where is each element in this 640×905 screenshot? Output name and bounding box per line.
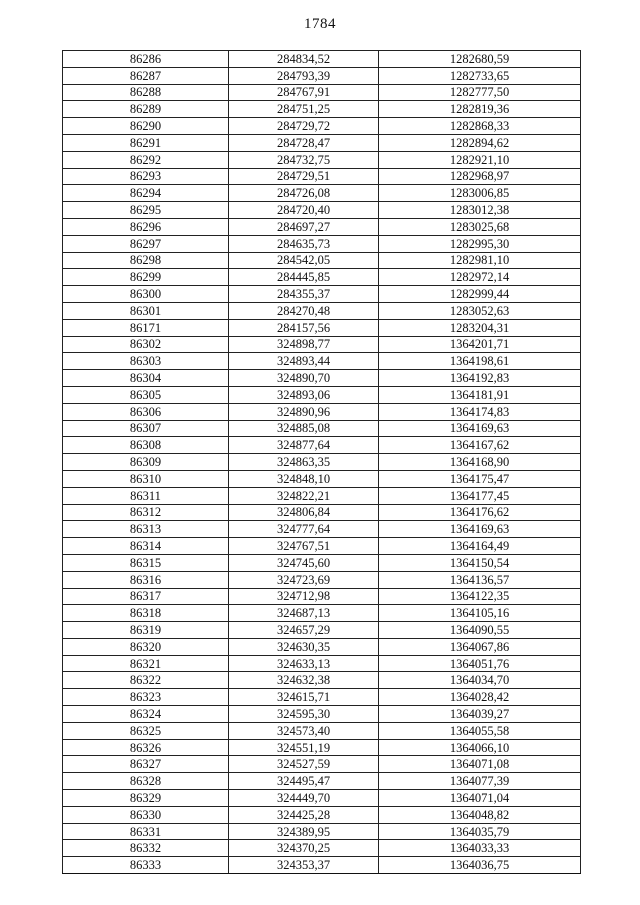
y-coordinate-cell: 1282733,65 [379,67,581,84]
x-coordinate-cell: 324389,95 [229,823,379,840]
y-coordinate-cell: 1364071,04 [379,790,581,807]
x-coordinate-cell: 284729,72 [229,118,379,135]
y-coordinate-cell: 1364039,27 [379,706,581,723]
y-coordinate-cell: 1282777,50 [379,84,581,101]
table-row [63,319,581,336]
point-number-cell: 86290 [63,118,229,135]
table-row [63,386,581,403]
point-number-cell: 86317 [63,588,229,605]
table-row [63,84,581,101]
x-coordinate-cell: 324595,30 [229,706,379,723]
table-row [63,689,581,706]
y-coordinate-cell: 1364055,58 [379,722,581,739]
x-coordinate-cell: 324822,21 [229,487,379,504]
table-row [63,554,581,571]
y-coordinate-cell: 1283012,38 [379,202,581,219]
point-number-cell: 86318 [63,605,229,622]
x-coordinate-cell: 324370,25 [229,840,379,857]
y-coordinate-cell: 1364181,91 [379,386,581,403]
point-number-cell: 86294 [63,185,229,202]
point-number-cell: 86298 [63,252,229,269]
table-row [63,286,581,303]
y-coordinate-cell: 1364198,61 [379,353,581,370]
y-coordinate-cell: 1364176,62 [379,504,581,521]
y-coordinate-cell: 1364090,55 [379,622,581,639]
point-number-cell: 86325 [63,722,229,739]
x-coordinate-cell: 284751,25 [229,101,379,118]
x-coordinate-cell: 284834,52 [229,51,379,68]
table-row [63,252,581,269]
point-number-cell: 86302 [63,336,229,353]
point-number-cell: 86312 [63,504,229,521]
table-row [63,773,581,790]
point-number-cell: 86327 [63,756,229,773]
x-coordinate-cell: 324890,96 [229,403,379,420]
x-coordinate-cell: 324633,13 [229,655,379,672]
table-row [63,756,581,773]
table-row [63,521,581,538]
point-number-cell: 86296 [63,218,229,235]
table-row [63,370,581,387]
y-coordinate-cell: 1364169,63 [379,420,581,437]
y-coordinate-cell: 1283204,31 [379,319,581,336]
point-number-cell: 86326 [63,739,229,756]
table-row [63,302,581,319]
point-number-cell: 86316 [63,571,229,588]
point-number-cell: 86308 [63,437,229,454]
point-number-cell: 86307 [63,420,229,437]
point-number-cell: 86322 [63,672,229,689]
table-row [63,437,581,454]
x-coordinate-cell: 324777,64 [229,521,379,538]
table-row [63,672,581,689]
point-number-cell: 86311 [63,487,229,504]
table-row [63,605,581,622]
y-coordinate-cell: 1282999,44 [379,286,581,303]
point-number-cell: 86306 [63,403,229,420]
point-number-cell: 86331 [63,823,229,840]
table-row [63,235,581,252]
y-coordinate-cell: 1364175,47 [379,470,581,487]
x-coordinate-cell: 284793,39 [229,67,379,84]
table-row [63,857,581,874]
point-number-cell: 86319 [63,622,229,639]
y-coordinate-cell: 1364177,45 [379,487,581,504]
coordinates-table [62,50,581,874]
point-number-cell: 86315 [63,554,229,571]
x-coordinate-cell: 284720,40 [229,202,379,219]
point-number-cell: 86304 [63,370,229,387]
table-row [63,202,581,219]
table-row [63,269,581,286]
table-row [63,722,581,739]
table-row [63,420,581,437]
point-number-cell: 86295 [63,202,229,219]
y-coordinate-cell: 1364036,75 [379,857,581,874]
point-number-cell: 86301 [63,302,229,319]
x-coordinate-cell: 324573,40 [229,722,379,739]
x-coordinate-cell: 324893,06 [229,386,379,403]
table-row [63,134,581,151]
y-coordinate-cell: 1364136,57 [379,571,581,588]
x-coordinate-cell: 324551,19 [229,739,379,756]
y-coordinate-cell: 1364033,33 [379,840,581,857]
y-coordinate-cell: 1364048,82 [379,806,581,823]
coordinates-table-body [63,51,581,874]
table-row [63,151,581,168]
point-number-cell: 86291 [63,134,229,151]
x-coordinate-cell: 324848,10 [229,470,379,487]
table-row [63,622,581,639]
x-coordinate-cell: 324353,37 [229,857,379,874]
table-row [63,504,581,521]
table-row [63,806,581,823]
point-number-cell: 86305 [63,386,229,403]
x-coordinate-cell: 284732,75 [229,151,379,168]
x-coordinate-cell: 324630,35 [229,638,379,655]
y-coordinate-cell: 1283006,85 [379,185,581,202]
point-number-cell: 86330 [63,806,229,823]
point-number-cell: 86323 [63,689,229,706]
y-coordinate-cell: 1364174,83 [379,403,581,420]
x-coordinate-cell: 324885,08 [229,420,379,437]
y-coordinate-cell: 1282995,30 [379,235,581,252]
point-number-cell: 86324 [63,706,229,723]
table-row [63,185,581,202]
page-number: 1784 [304,16,336,32]
point-number-cell: 86293 [63,168,229,185]
x-coordinate-cell: 284270,48 [229,302,379,319]
table-row [63,823,581,840]
table-row [63,840,581,857]
point-number-cell: 86333 [63,857,229,874]
x-coordinate-cell: 324767,51 [229,538,379,555]
y-coordinate-cell: 1364028,42 [379,689,581,706]
y-coordinate-cell: 1364201,71 [379,336,581,353]
point-number-cell: 86328 [63,773,229,790]
table-row [63,51,581,68]
y-coordinate-cell: 1282819,36 [379,101,581,118]
y-coordinate-cell: 1282894,62 [379,134,581,151]
x-coordinate-cell: 324806,84 [229,504,379,521]
x-coordinate-cell: 284355,37 [229,286,379,303]
point-number-cell: 86289 [63,101,229,118]
x-coordinate-cell: 324893,44 [229,353,379,370]
y-coordinate-cell: 1282868,33 [379,118,581,135]
y-coordinate-cell: 1364051,76 [379,655,581,672]
point-number-cell: 86292 [63,151,229,168]
x-coordinate-cell: 284697,27 [229,218,379,235]
x-coordinate-cell: 324495,47 [229,773,379,790]
point-number-cell: 86313 [63,521,229,538]
point-number-cell: 86320 [63,638,229,655]
x-coordinate-cell: 324527,59 [229,756,379,773]
point-number-cell: 86310 [63,470,229,487]
x-coordinate-cell: 324632,38 [229,672,379,689]
y-coordinate-cell: 1364066,10 [379,739,581,756]
point-number-cell: 86171 [63,319,229,336]
table-row [63,67,581,84]
y-coordinate-cell: 1282968,97 [379,168,581,185]
y-coordinate-cell: 1283052,63 [379,302,581,319]
y-coordinate-cell: 1364122,35 [379,588,581,605]
table-row [63,790,581,807]
x-coordinate-cell: 324890,70 [229,370,379,387]
point-number-cell: 86329 [63,790,229,807]
y-coordinate-cell: 1364192,83 [379,370,581,387]
x-coordinate-cell: 324863,35 [229,454,379,471]
table-row [63,706,581,723]
x-coordinate-cell: 324898,77 [229,336,379,353]
x-coordinate-cell: 324877,64 [229,437,379,454]
point-number-cell: 86321 [63,655,229,672]
table-row [63,336,581,353]
table-row [63,470,581,487]
y-coordinate-cell: 1282680,59 [379,51,581,68]
point-number-cell: 86288 [63,84,229,101]
x-coordinate-cell: 284635,73 [229,235,379,252]
x-coordinate-cell: 284729,51 [229,168,379,185]
y-coordinate-cell: 1364105,16 [379,605,581,622]
point-number-cell: 86297 [63,235,229,252]
x-coordinate-cell: 284726,08 [229,185,379,202]
y-coordinate-cell: 1364150,54 [379,554,581,571]
y-coordinate-cell: 1364169,63 [379,521,581,538]
y-coordinate-cell: 1364168,90 [379,454,581,471]
table-row [63,655,581,672]
table-row [63,638,581,655]
table-row [63,571,581,588]
table-row [63,101,581,118]
x-coordinate-cell: 284445,85 [229,269,379,286]
table-row [63,588,581,605]
x-coordinate-cell: 324615,71 [229,689,379,706]
y-coordinate-cell: 1364071,08 [379,756,581,773]
x-coordinate-cell: 284157,56 [229,319,379,336]
point-number-cell: 86332 [63,840,229,857]
x-coordinate-cell: 324712,98 [229,588,379,605]
y-coordinate-cell: 1364034,70 [379,672,581,689]
y-coordinate-cell: 1283025,68 [379,218,581,235]
table-row [63,218,581,235]
point-number-cell: 86309 [63,454,229,471]
y-coordinate-cell: 1364035,79 [379,823,581,840]
x-coordinate-cell: 324687,13 [229,605,379,622]
x-coordinate-cell: 324657,29 [229,622,379,639]
point-number-cell: 86286 [63,51,229,68]
table-row [63,454,581,471]
point-number-cell: 86314 [63,538,229,555]
point-number-cell: 86303 [63,353,229,370]
table-row [63,168,581,185]
x-coordinate-cell: 324425,28 [229,806,379,823]
x-coordinate-cell: 324449,70 [229,790,379,807]
table-row [63,118,581,135]
y-coordinate-cell: 1282972,14 [379,269,581,286]
point-number-cell: 86299 [63,269,229,286]
y-coordinate-cell: 1282981,10 [379,252,581,269]
table-row [63,353,581,370]
y-coordinate-cell: 1282921,10 [379,151,581,168]
x-coordinate-cell: 284542,05 [229,252,379,269]
y-coordinate-cell: 1364077,39 [379,773,581,790]
point-number-cell: 86287 [63,67,229,84]
table-row [63,487,581,504]
x-coordinate-cell: 324723,69 [229,571,379,588]
table-row [63,403,581,420]
y-coordinate-cell: 1364067,86 [379,638,581,655]
y-coordinate-cell: 1364164,49 [379,538,581,555]
table-row [63,739,581,756]
point-number-cell: 86300 [63,286,229,303]
y-coordinate-cell: 1364167,62 [379,437,581,454]
x-coordinate-cell: 324745,60 [229,554,379,571]
table-row [63,538,581,555]
x-coordinate-cell: 284728,47 [229,134,379,151]
x-coordinate-cell: 284767,91 [229,84,379,101]
